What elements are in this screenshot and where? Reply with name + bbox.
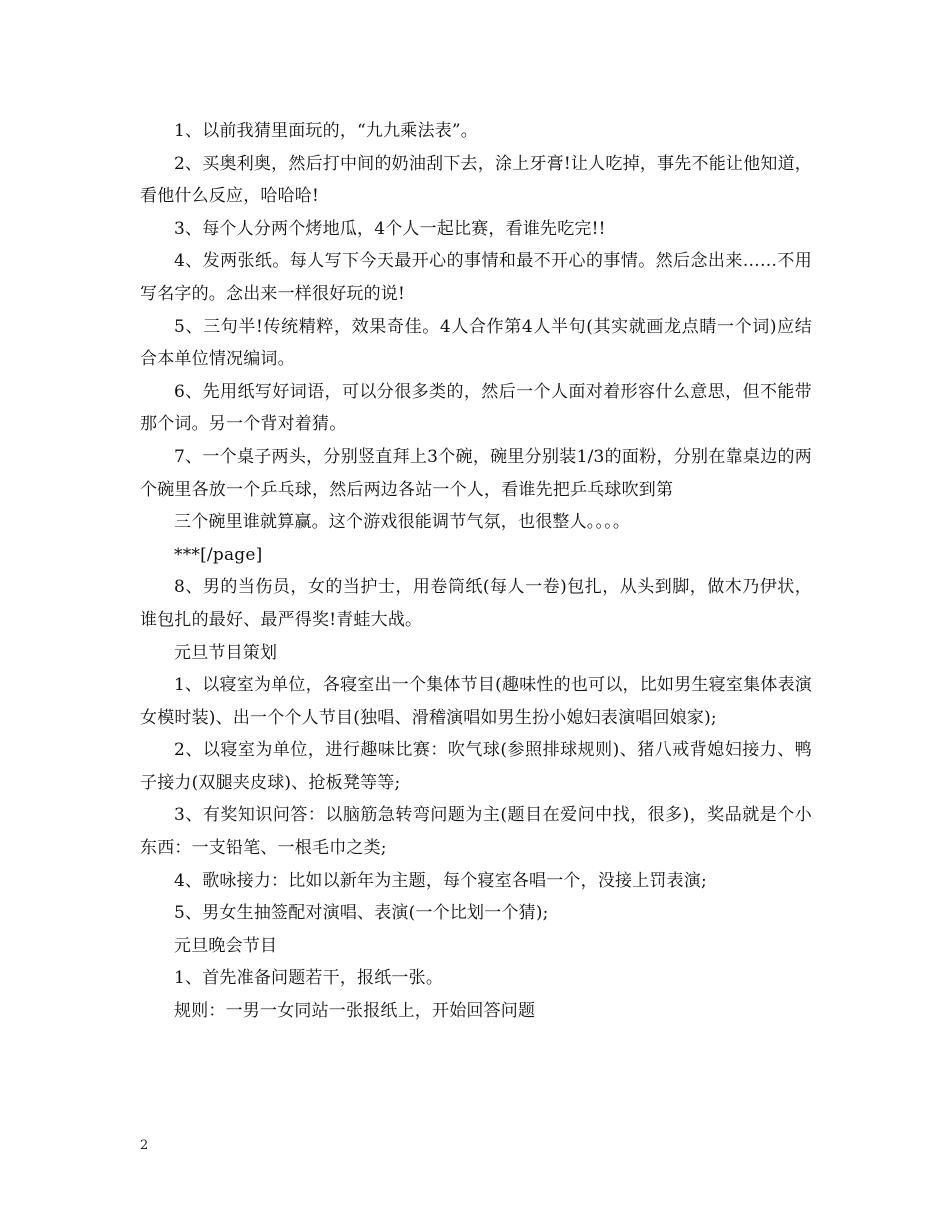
plan-item-3: 3、有奖知识问答：以脑筋急转弯问题为主(题目在爱问中找，很多)，奖品就是个小东西：一支铅笔、一根毛巾之类; — [140, 805, 812, 859]
paragraph-5: 5、三句半!传统精粹，效果奇佳。4人合作第4人半句(其实就画龙点睛一个词)应结合本单位情况编词。 — [140, 316, 812, 370]
plan-item-4: 4、歌咏接力：比如以新年为主题，每个寝室各唱一个，没接上罚表演; — [174, 870, 707, 891]
paragraph-2: 2、买奥利奥，然后打中间的奶油刮下去，涂上牙膏!让人吃掉，事先不能让他知道，看他什么反应，哈哈哈! — [140, 153, 812, 207]
paragraph-3: 3、每个人分两个烤地瓜，4个人一起比赛，看谁先吃完!! — [174, 218, 606, 239]
party-rules: 规则：一男一女同站一张报纸上，开始回答问题 — [174, 1001, 536, 1022]
paragraph-7-continued: 三个碗里谁就算赢。这个游戏很能调节气氛，也很整人。。。。 — [174, 512, 631, 533]
plan-item-1: 1、以寝室为单位，各寝室出一个集体节目(趣味性的也可以，比如男生寝室集体表演女模时装)、出一个个人节目(独唱、滑稽演唱如男生扮小媳妇表演唱回娘家); — [140, 675, 812, 728]
paragraph-4: 4、发两张纸。每人写下今天最开心的事情和最不开心的事情。然后念出来……不用写名字的。念出来一样很好玩的说! — [140, 251, 812, 304]
paragraph-6: 6、先用纸写好词语，可以分很多类的，然后一个人面对着形容什么意思，但不能带那个词。另一个背对着猜。 — [140, 381, 812, 435]
paragraph-8: 8、男的当伤员，女的当护士，用卷筒纸(每人一卷)包扎，从头到脚，做木乃伊状，谁包扎的最好、最严得奖!青蛙大战。 — [140, 577, 812, 630]
page-marker: ***[/page] — [174, 544, 263, 565]
plan-item-2: 2、以寝室为单位，进行趣味比赛：吹气球(参照排球规则)、猪八戒背媳妇接力、鸭子接力(双腿夹皮球)、抢板凳等等; — [140, 740, 812, 793]
page-number: 2 — [140, 1138, 149, 1153]
section-heading-new-year-program-plan: 元旦节目策划 — [174, 642, 278, 663]
document-body — [140, 115, 812, 1028]
paragraph-1: 1、以前我猜里面玩的，“九九乘法表”。 — [174, 121, 478, 141]
section-heading-new-year-party-program: 元旦晚会节目 — [174, 935, 278, 956]
plan-item-5: 5、男女生抽签配对演唱、表演(一个比划一个猜); — [174, 903, 549, 924]
paragraph-7: 7、一个桌子两头，分别竖直拜上3个碗，碗里分别装1/3的面粉，分别在靠桌边的两个碗里各放一个乒乓球，然后两边各站一个人，看谁先把乒乓球吹到第 — [140, 446, 812, 500]
party-item-1: 1、首先准备问题若干，报纸一张。 — [174, 968, 444, 989]
